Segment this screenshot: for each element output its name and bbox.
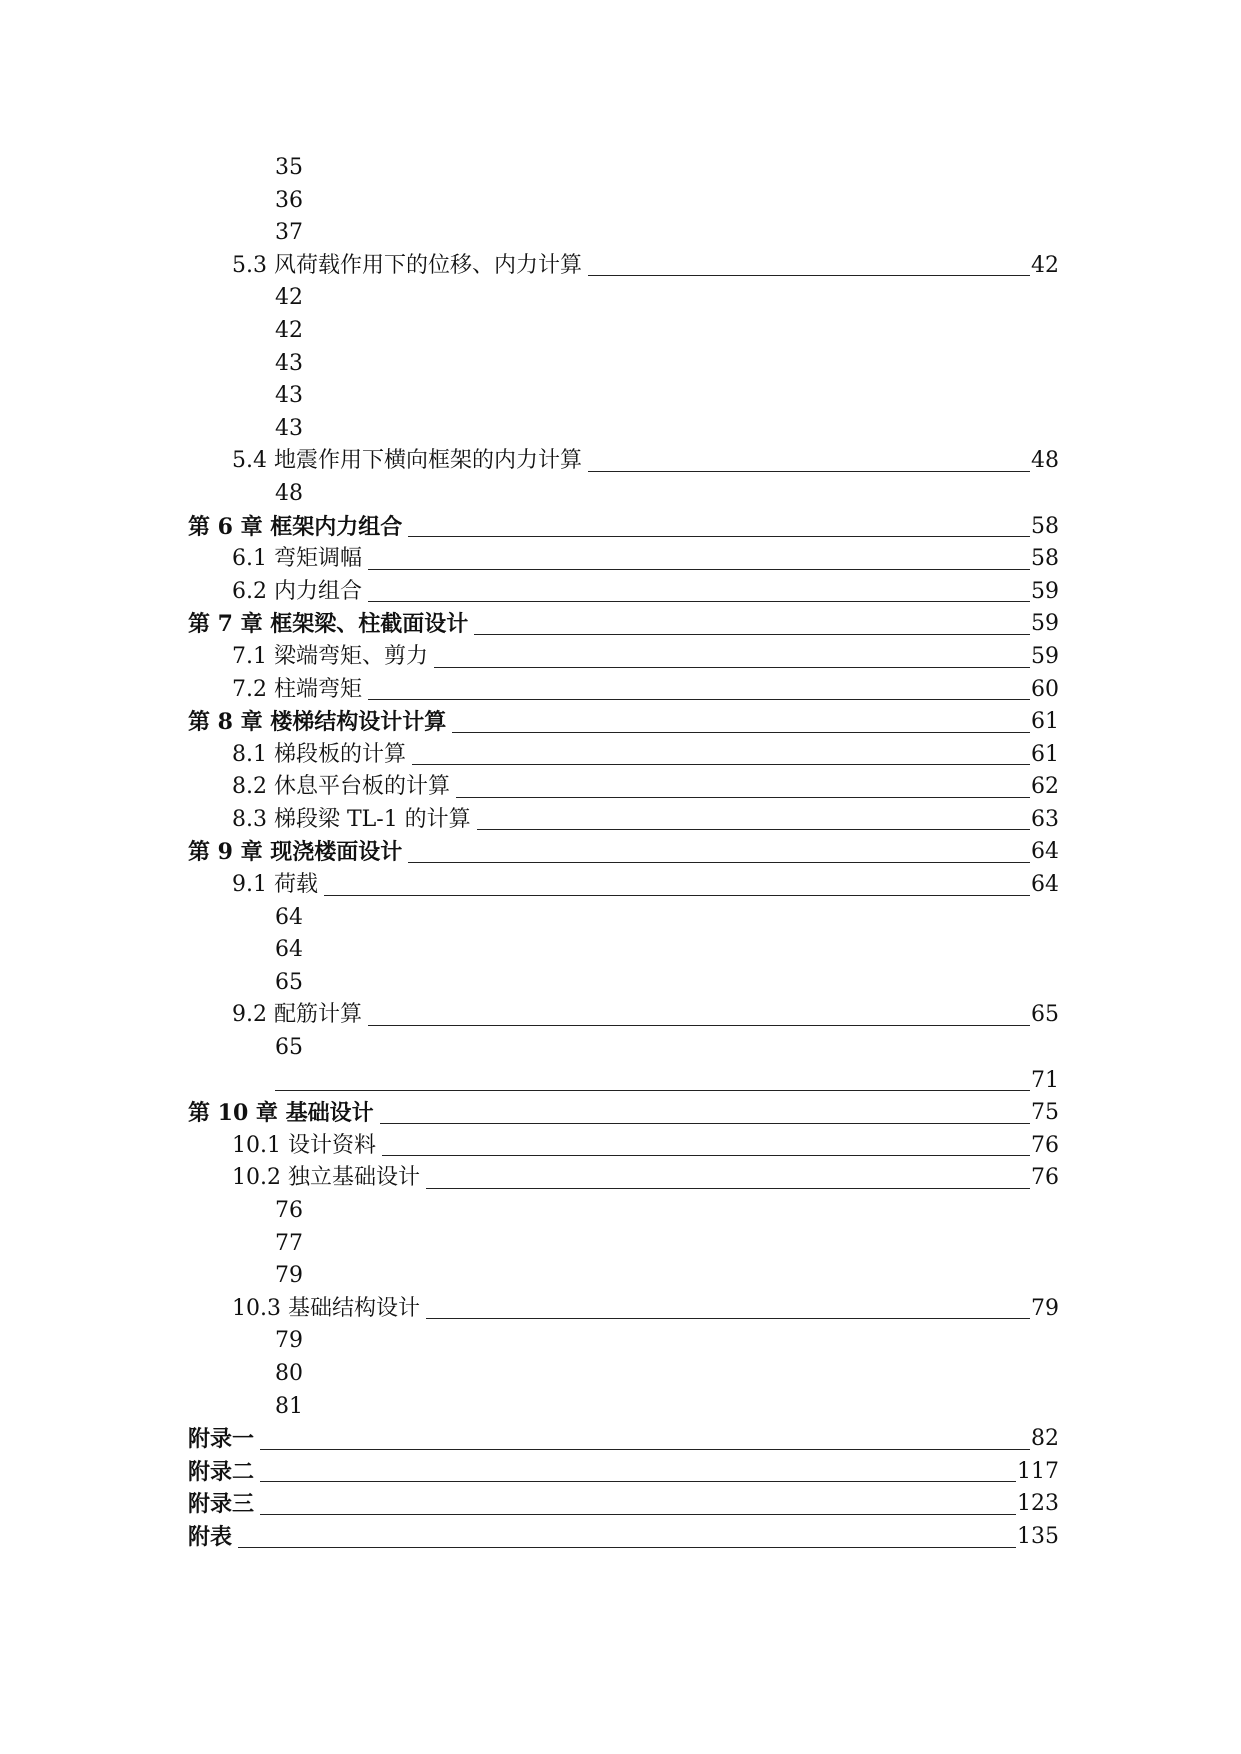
toc-page-number: 79 bbox=[1031, 1295, 1059, 1321]
toc-section-entry bbox=[0, 1293, 1241, 1326]
toc-page-number: 79 bbox=[275, 1263, 303, 1289]
toc-leader-line bbox=[588, 275, 1030, 276]
toc-page-number: 48 bbox=[275, 480, 303, 506]
toc-leader-line bbox=[452, 732, 1030, 733]
toc-entry-title: 9.1 荷载 bbox=[232, 872, 318, 898]
toc-page-number: 42 bbox=[1031, 252, 1059, 278]
toc-page-number: 75 bbox=[1031, 1100, 1059, 1126]
toc-page-number: 63 bbox=[1031, 806, 1059, 832]
toc-subsection-entry bbox=[0, 1260, 1241, 1293]
toc-leader-line bbox=[368, 699, 1030, 700]
toc-entry-title: 第 9 章 现浇楼面设计 bbox=[188, 839, 403, 866]
toc-leader-line bbox=[260, 1481, 1016, 1482]
toc-chapter-entry bbox=[0, 1097, 1241, 1130]
toc-subsection-entry bbox=[0, 348, 1241, 381]
toc-entry-title: 7.1 梁端弯矩、剪力 bbox=[232, 643, 428, 669]
toc-page-number: 77 bbox=[275, 1230, 303, 1256]
toc-section-entry bbox=[0, 1162, 1241, 1195]
toc-entry-title: 第 7 章 框架梁、柱截面设计 bbox=[188, 611, 469, 638]
toc-page-number: 48 bbox=[1031, 448, 1059, 474]
toc-chapter-entry bbox=[0, 1521, 1241, 1554]
toc-section-entry bbox=[0, 804, 1241, 837]
toc-subsection-entry bbox=[0, 315, 1241, 348]
toc-page-number: 60 bbox=[1031, 676, 1059, 702]
toc-entry-title: 6.2 内力组合 bbox=[232, 578, 362, 604]
toc-page-number: 135 bbox=[1017, 1523, 1059, 1549]
toc-page-number: 59 bbox=[1031, 643, 1059, 669]
toc-subsection-entry bbox=[0, 1228, 1241, 1261]
toc-page-number: 43 bbox=[275, 415, 303, 441]
toc-entry-title: 第 6 章 框架内力组合 bbox=[188, 513, 403, 540]
toc-chapter-entry bbox=[0, 1488, 1241, 1521]
toc-leader-line bbox=[412, 764, 1030, 765]
toc-page-number: 80 bbox=[275, 1360, 303, 1386]
toc-section-entry bbox=[0, 543, 1241, 576]
toc-page-number: 79 bbox=[275, 1328, 303, 1354]
toc-section-entry bbox=[0, 576, 1241, 609]
toc-entry-title: 第 8 章 楼梯结构设计计算 bbox=[188, 709, 447, 736]
toc-page-number: 76 bbox=[1031, 1132, 1059, 1158]
toc-page-number: 81 bbox=[275, 1393, 303, 1419]
toc-section-entry bbox=[0, 771, 1241, 804]
toc-entry-title: 7.2 柱端弯矩 bbox=[232, 676, 362, 702]
toc-entry-title: 10.2 独立基础设计 bbox=[232, 1165, 420, 1191]
toc-page-number: 76 bbox=[1031, 1165, 1059, 1191]
toc-subsection-entry bbox=[0, 967, 1241, 1000]
toc-page-number: 64 bbox=[275, 937, 303, 963]
toc-page-number: 36 bbox=[275, 187, 303, 213]
toc-subsection-entry bbox=[0, 282, 1241, 315]
toc-leader-line bbox=[408, 536, 1030, 537]
toc-page-number: 117 bbox=[1017, 1458, 1059, 1484]
toc-page-number: 65 bbox=[275, 1035, 303, 1061]
toc-leader-line bbox=[474, 634, 1030, 635]
toc-page-number: 37 bbox=[275, 220, 303, 246]
toc-subsection-entry bbox=[0, 478, 1241, 511]
toc-leader-line bbox=[408, 862, 1030, 863]
toc-leader-line bbox=[588, 471, 1030, 472]
toc-page-number: 42 bbox=[275, 317, 303, 343]
toc-page-number: 62 bbox=[1031, 774, 1059, 800]
toc-page-number: 43 bbox=[275, 350, 303, 376]
toc-page-number: 42 bbox=[275, 285, 303, 311]
toc-page-number: 64 bbox=[275, 904, 303, 930]
toc-entry-title: 10.1 设计资料 bbox=[232, 1132, 376, 1158]
toc-subsection-entry bbox=[0, 1391, 1241, 1424]
toc-page-number: 59 bbox=[1031, 611, 1059, 637]
toc-subsection-entry bbox=[0, 902, 1241, 935]
toc-page-number: 71 bbox=[1031, 1067, 1059, 1093]
toc-subsection-entry bbox=[0, 1195, 1241, 1228]
toc-chapter-entry bbox=[0, 608, 1241, 641]
toc-page-number: 65 bbox=[1031, 1002, 1059, 1028]
toc-entry-title: 附录二 bbox=[188, 1458, 255, 1485]
toc-leader-line bbox=[477, 829, 1030, 830]
toc-page-number: 123 bbox=[1017, 1491, 1059, 1517]
toc-entry-title: 8.1 梯段板的计算 bbox=[232, 741, 406, 767]
toc-chapter-entry bbox=[0, 511, 1241, 544]
toc-page-number: 59 bbox=[1031, 578, 1059, 604]
toc-leader-line bbox=[426, 1318, 1030, 1319]
toc-section-entry bbox=[0, 641, 1241, 674]
toc-section-entry bbox=[0, 739, 1241, 772]
toc-leader-line bbox=[324, 895, 1030, 896]
toc-chapter-entry bbox=[0, 706, 1241, 739]
toc-subsection-entry bbox=[0, 217, 1241, 250]
toc-subsection-entry bbox=[0, 934, 1241, 967]
toc-subsection-entry bbox=[0, 413, 1241, 446]
toc-entry-title: 附录一 bbox=[188, 1426, 255, 1453]
toc-page-number: 35 bbox=[275, 155, 303, 180]
toc-section-entry bbox=[0, 445, 1241, 478]
toc-entry-title: 附录三 bbox=[188, 1491, 255, 1518]
toc-leader-line bbox=[426, 1188, 1030, 1189]
toc-entry-title: 5.3 风荷载作用下的位移、内力计算 bbox=[232, 252, 582, 278]
toc-page-number: 58 bbox=[1031, 513, 1059, 539]
toc-page-number: 61 bbox=[1031, 741, 1059, 767]
toc-leader-line bbox=[275, 1090, 1030, 1091]
toc-section-entry bbox=[0, 869, 1241, 902]
toc-entry-title: 第 10 章 基础设计 bbox=[188, 1100, 374, 1127]
toc-page-number: 61 bbox=[1031, 709, 1059, 735]
toc-leader-line bbox=[238, 1547, 1016, 1548]
toc-entry-title: 5.4 地震作用下横向框架的内力计算 bbox=[232, 448, 582, 474]
toc-section-entry bbox=[0, 674, 1241, 707]
toc-entry-title: 6.1 弯矩调幅 bbox=[232, 546, 362, 572]
toc-section-entry bbox=[0, 999, 1241, 1032]
toc-leader-line bbox=[260, 1449, 1030, 1450]
toc-leader-line bbox=[380, 1123, 1030, 1124]
toc-leader-line bbox=[368, 601, 1030, 602]
toc-chapter-entry bbox=[0, 1423, 1241, 1456]
toc-section-entry bbox=[0, 1130, 1241, 1163]
toc-section-entry bbox=[0, 250, 1241, 283]
toc-page-number: 65 bbox=[275, 969, 303, 995]
toc-subsection-entry bbox=[0, 380, 1241, 413]
toc-chapter-entry bbox=[0, 836, 1241, 869]
toc-entry-title: 8.2 休息平台板的计算 bbox=[232, 774, 450, 800]
toc-page-number: 43 bbox=[275, 383, 303, 409]
toc-entry-title: 8.3 梯段梁 TL-1 的计算 bbox=[232, 806, 471, 832]
toc-leader-line bbox=[368, 1025, 1030, 1026]
toc-leader-line bbox=[382, 1155, 1030, 1156]
toc-subsection-entry bbox=[0, 1325, 1241, 1358]
toc-page-number: 82 bbox=[1031, 1426, 1059, 1452]
toc-entry-title: 9.2 配筋计算 bbox=[232, 1002, 362, 1028]
toc-leader-line bbox=[260, 1514, 1016, 1515]
toc-leader-line bbox=[368, 569, 1030, 570]
toc-chapter-entry bbox=[0, 1456, 1241, 1489]
toc-subsection-entry bbox=[0, 1358, 1241, 1391]
toc-subsection-entry bbox=[0, 1065, 1241, 1098]
toc-page-number: 58 bbox=[1031, 546, 1059, 572]
toc-page-number: 64 bbox=[1031, 839, 1059, 865]
toc-subsection-entry bbox=[0, 1032, 1241, 1065]
table-of-contents bbox=[0, 152, 1241, 1554]
toc-entry-title: 10.3 基础结构设计 bbox=[232, 1295, 420, 1321]
toc-page-number: 64 bbox=[1031, 872, 1059, 898]
toc-leader-line bbox=[456, 797, 1030, 798]
toc-leader-line bbox=[434, 667, 1030, 668]
toc-page-number: 76 bbox=[275, 1198, 303, 1223]
toc-subsection-entry bbox=[0, 185, 1241, 218]
toc-entry-title: 附表 bbox=[188, 1523, 233, 1550]
toc-subsection-entry bbox=[0, 152, 1241, 185]
